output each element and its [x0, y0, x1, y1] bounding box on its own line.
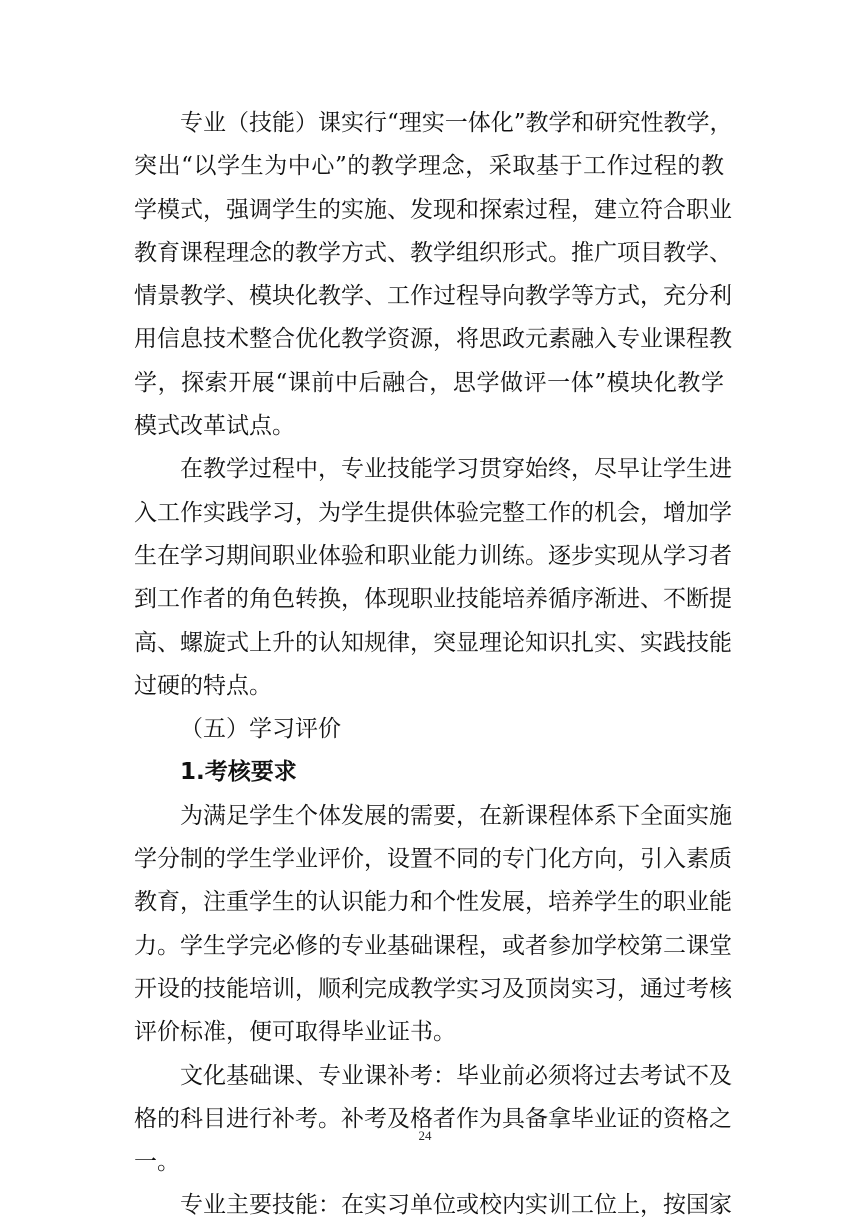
page-body [134, 102, 733, 1228]
section-heading: （五）学习评价 [180, 716, 341, 743]
text-line: 专业主要技能：在实习单位或校内实训工位上，按国家 [180, 1192, 732, 1219]
text-line: 在教学过程中，专业技能学习贯穿始终，尽早让学生进 [180, 456, 732, 483]
paragraph-teaching-methods [134, 102, 733, 448]
text-line: 用信息技术整合优化教学资源，将思政元素融入专业课程教 [134, 326, 732, 353]
subsection-heading: 1.考核要求 [180, 759, 297, 786]
text-line: 突出“以学生为中心”的教学理念，采取基于工作过程的教 [134, 153, 724, 180]
text-line: 入工作实践学习，为学生提供体验完整工作的机会，增加学 [134, 499, 732, 526]
text-line: 生在学习期间职业体验和职业能力训练。逐步实现从学习者 [134, 542, 732, 569]
paragraph-assessment-requirements [134, 795, 732, 1055]
text-line: 情景教学、模块化教学、工作过程导向教学等方式，充分利 [134, 283, 732, 310]
text-line: 文化基础课、专业课补考：毕业前必须将过去考试不及 [180, 1062, 732, 1089]
text-line: 格的科目进行补考。补考及格者作为具备拿毕业证的资格之 [134, 1105, 732, 1132]
page-number: 24 [418, 1128, 432, 1143]
text-line: 到工作者的角色转换，体现职业技能培养循序渐进、不断提 [134, 586, 732, 613]
text-line: 评价标准，便可取得毕业证书。 [134, 1019, 456, 1046]
text-line: 过硬的特点。 [134, 672, 272, 699]
text-line: 力。学生学完必修的专业基础课程，或者参加学校第二课堂 [134, 932, 732, 959]
text-line: 高、螺旋式上升的认知规律，突显理论知识扎实、实践技能 [134, 629, 732, 656]
text-line: 学分制的学生学业评价，设置不同的专门化方向，引入素质 [134, 846, 732, 873]
text-line: 学模式，强调学生的实施、发现和探索过程，建立符合职业 [134, 196, 732, 223]
text-line: 教育，注重学生的认识能力和个性发展，培养学生的职业能 [134, 889, 732, 916]
text-line: 学，探索开展“课前中后融合，思学做评一体”模块化教学 [134, 369, 724, 396]
text-line: 专业（技能）课实行“理实一体化”教学和研究性教学， [180, 110, 733, 136]
paragraph-makeup-exams [134, 1055, 732, 1185]
text-line: 教育课程理念的教学方式、教学组织形式。推广项目教学、 [134, 239, 732, 266]
text-line: 模式改革试点。 [134, 413, 295, 440]
text-line: 一。 [134, 1149, 180, 1176]
text-line: 为满足学生个体发展的需要，在新课程体系下全面实施 [180, 802, 732, 829]
paragraph-major-skills [134, 1184, 732, 1227]
paragraph-teaching-process [134, 448, 732, 708]
text-line: 开设的技能培训，顺利完成教学实习及顶岗实习，通过考核 [134, 975, 732, 1002]
